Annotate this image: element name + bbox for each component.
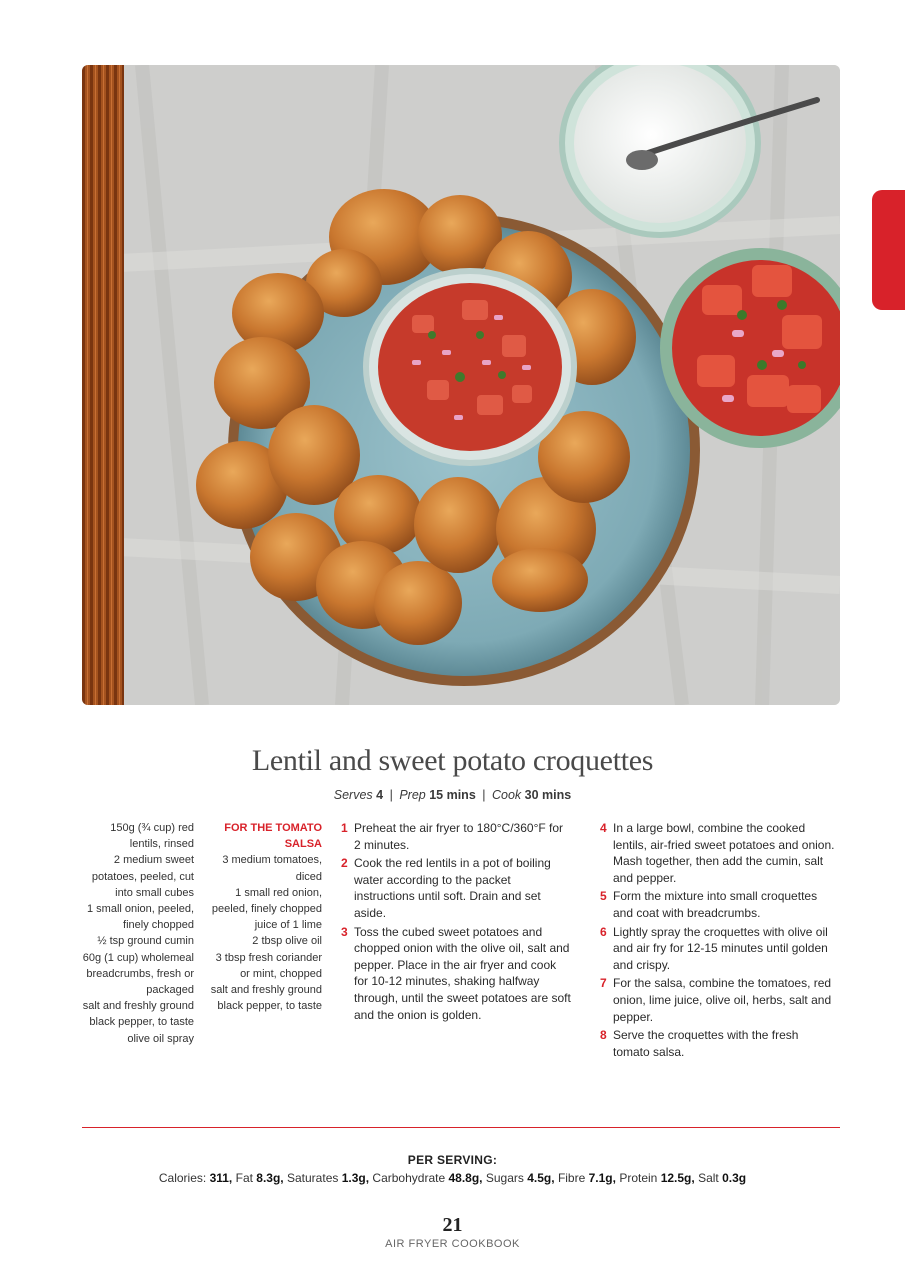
section-divider	[82, 1127, 840, 1128]
step-number: 1	[341, 821, 348, 835]
salsa-ingredients-list	[210, 820, 322, 1014]
nutrition-heading: PER SERVING:	[407, 1153, 498, 1167]
ingredient-item: 2 medium sweet potatoes, peeled, cut into small cubes	[91, 854, 194, 899]
step-text: Toss the cubed sweet potatoes and chopped onion with the olive oil, salt and pepper. Place in the air fryer and cook for 10-12 minutes, shaking halfway through, until the sweet potatoes are soft and the onion is golden.	[354, 924, 571, 1022]
method-step	[341, 855, 573, 921]
method-column-1	[341, 820, 573, 1025]
ingredients-list	[82, 820, 194, 1047]
nutrition-label: Salt	[698, 1171, 719, 1185]
nutrition-value: 0.3g	[722, 1171, 747, 1185]
prep-label: Prep	[399, 788, 426, 802]
ingredient-item: 150g (¾ cup) red lentils, rinsed	[110, 822, 194, 851]
step-text: Serve the croquettes with the fresh tomato salsa.	[613, 1028, 799, 1059]
step-number: 6	[600, 924, 607, 939]
meta-separator: |	[482, 788, 486, 802]
nutrition-label: Protein	[619, 1171, 658, 1185]
nutrition-value: 311,	[209, 1171, 233, 1185]
ingredient-item: 60g (1 cup) wholemeal breadcrumbs, fresh or packaged	[82, 951, 194, 997]
method-step	[600, 1027, 838, 1060]
nutrition-value: 4.5g,	[527, 1171, 555, 1185]
meta-separator: |	[389, 788, 393, 802]
step-number: 2	[341, 856, 348, 871]
ingredient-item: 2 tbsp olive oil	[252, 935, 322, 948]
step-number: 8	[600, 1028, 607, 1043]
nutrition-label: Fibre	[557, 1171, 586, 1185]
recipe-meta	[0, 788, 905, 802]
ingredient-item: olive oil spray	[127, 1032, 194, 1045]
method-column-2	[600, 820, 838, 1062]
nutrition-label: Sugars	[485, 1171, 524, 1185]
ingredient-item: ½ tsp ground cumin	[97, 935, 194, 948]
step-text: In a large bowl, combine the cooked lentils, air-fried sweet potatoes and onion. Mash together, then add the cumin, salt and pepper.	[613, 821, 835, 885]
nutrition-value: 8.3g,	[256, 1171, 284, 1185]
ingredient-item: salt and freshly ground black pepper, to taste	[210, 984, 322, 1013]
nutrition-value: 7.1g,	[588, 1171, 616, 1185]
nutrition-label: Saturates	[287, 1171, 339, 1185]
nutrition-value: 48.8g,	[448, 1171, 483, 1185]
step-number: 4	[600, 821, 607, 835]
cook-label: Cook	[492, 788, 522, 802]
method-step	[600, 888, 838, 921]
method-step	[600, 975, 838, 1025]
croquettes-photo	[82, 65, 840, 705]
nutrition-value: 1.3g,	[341, 1171, 370, 1185]
nutrition-label: Carbohydrate	[372, 1171, 446, 1185]
step-text: Lightly spray the croquettes with olive oil and air fry for 12-15 minutes until golden and crispy.	[613, 924, 828, 972]
page-number: 21	[442, 1214, 463, 1236]
step-number: 7	[600, 976, 607, 991]
step-text: For the salsa, combine the tomatoes, red onion, lime juice, olive oil, herbs, salt and pepper.	[613, 976, 832, 1024]
method-step	[341, 820, 573, 853]
method-step	[600, 924, 838, 974]
ingredient-item: salt and freshly ground black pepper, to taste	[82, 1000, 194, 1029]
nutrition-value: 12.5g,	[660, 1171, 695, 1185]
book-title: AIR FRYER COOKBOOK	[385, 1238, 520, 1250]
nutrition-label: Calories:	[158, 1171, 207, 1185]
prep-value: 15 mins	[429, 788, 476, 802]
cook-value: 30 mins	[524, 788, 572, 802]
serves-value: 4	[376, 788, 384, 802]
step-number: 5	[600, 889, 607, 904]
ingredient-item: juice of 1 lime	[254, 919, 322, 932]
serves-label: Serves	[333, 788, 373, 802]
ingredient-item: 3 medium tomatoes, diced	[222, 854, 322, 883]
recipe-title: Lentil and sweet potato croquettes	[251, 744, 654, 777]
step-text: Cook the red lentils in a pot of boiling water according to the packet instructions until soft. Drain and set aside.	[354, 856, 551, 920]
ingredient-item: 1 small onion, peeled, finely chopped	[86, 903, 194, 932]
method-step	[341, 924, 573, 1024]
step-number: 3	[341, 924, 348, 939]
nutrition-line	[0, 1171, 905, 1185]
hero-photo	[82, 65, 840, 705]
salsa-heading: FOR THE TOMATO SALSA	[224, 822, 322, 851]
method-step	[600, 820, 838, 886]
step-text: Form the mixture into small croquettes and coat with breadcrumbs.	[613, 889, 818, 920]
step-text: Preheat the air fryer to 180°C/360°F for 2 minutes.	[354, 821, 564, 852]
ingredient-item: 3 tbsp fresh coriander or mint, chopped	[215, 951, 322, 980]
ingredient-item: 1 small red onion, peeled, finely chopped	[211, 886, 322, 916]
chapter-tab	[872, 190, 905, 310]
nutrition-label: Fat	[235, 1171, 253, 1185]
